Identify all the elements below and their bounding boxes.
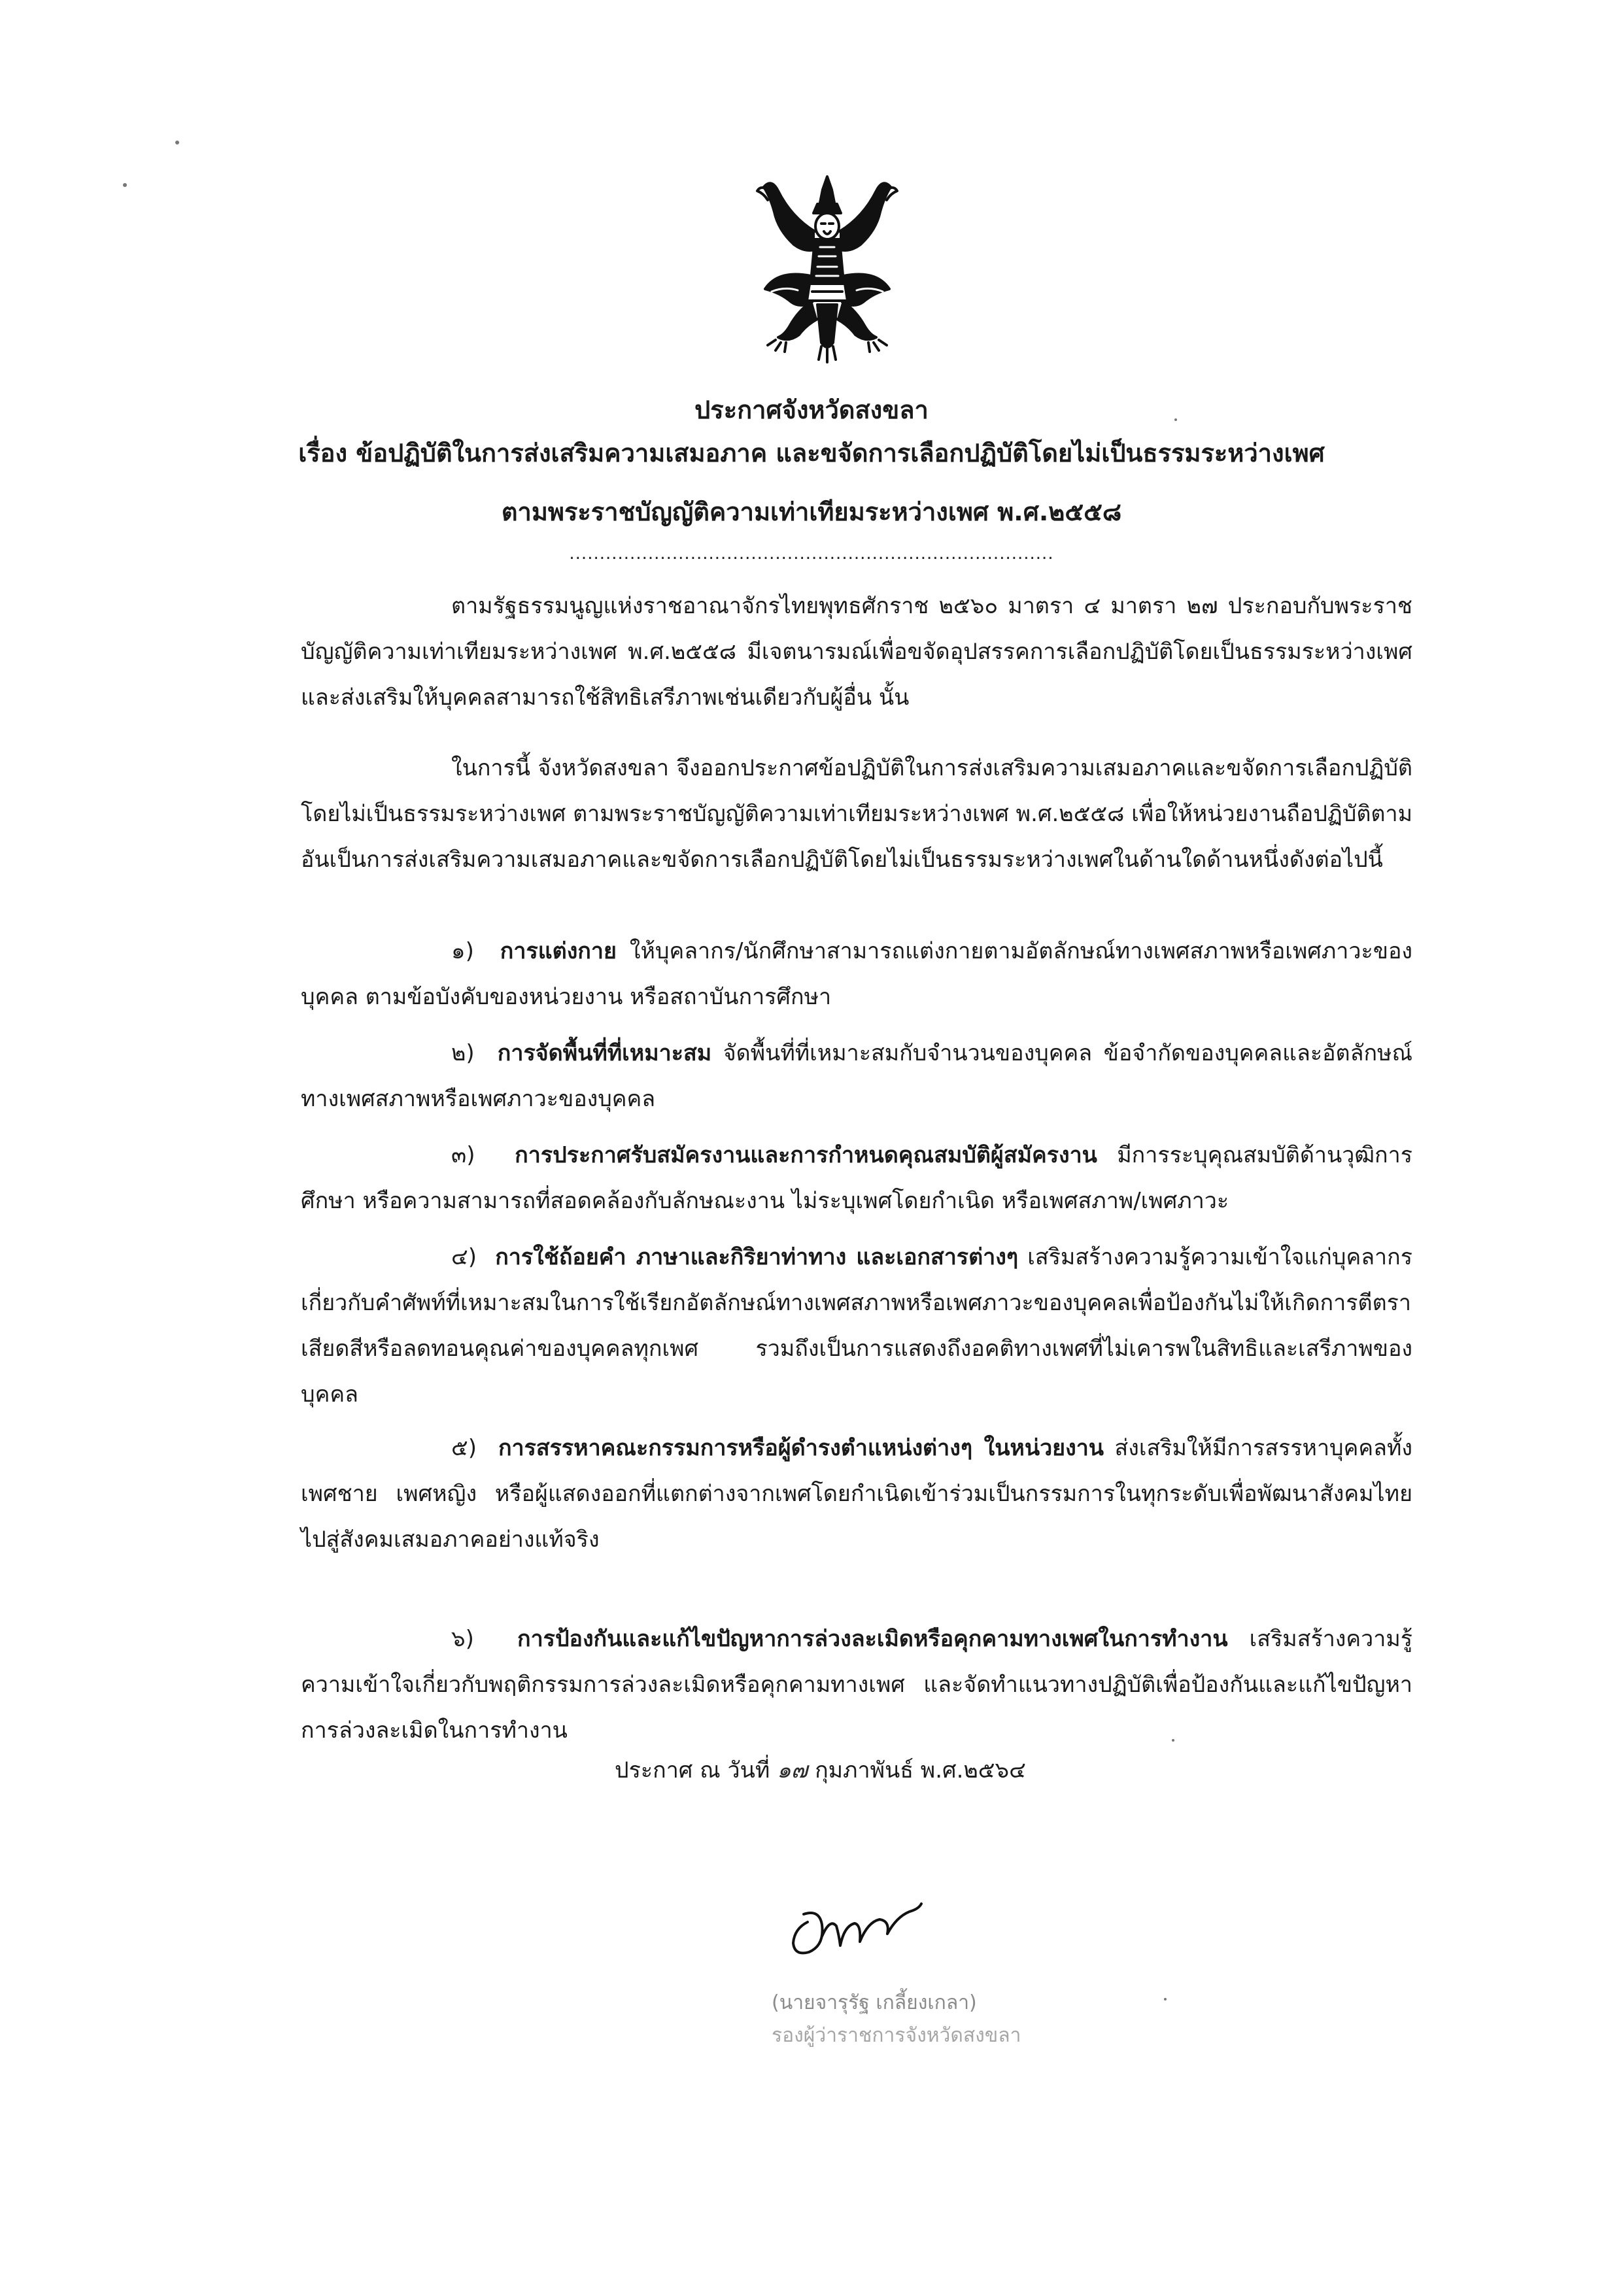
guideline-item <box>301 1234 1412 1417</box>
date-prefix: ประกาศ ณ วันที่ <box>615 1757 770 1783</box>
item-text: มีการระบุคุณสมบัติด้านวุฒิการศึกษา หรือความสามารถที่สอดคล้องกับลักษณะงาน ไม่ระบุเพศโดยกำเนิด หรือเพศสภาพ/เพศภาวะ <box>301 1142 1412 1214</box>
item-number: ๕) <box>451 1435 477 1461</box>
item-text: ส่งเสริมให้มีการสรรหาบุคคลทั้งเพศชาย เพศหญิง หรือผู้แสดงออกที่แตกต่างจากเพศโดยกำเนิดเข้าร่วมเป็นกรรมการในทุกระดับเพื่อพัฒนาสังคมไทยไปสู่สังคมเสมอภาคอย่างแท้จริง <box>301 1435 1412 1553</box>
guideline-item <box>301 928 1412 1020</box>
garuda-emblem-icon <box>752 171 902 367</box>
item-number: ๔) <box>451 1244 477 1270</box>
signature-icon <box>781 1883 932 1968</box>
item-text: ให้บุคลากร/นักศึกษาสามารถแต่งกายตามอัตลักษณ์ทางเพศสภาพหรือเพศภาวะของบุคคล ตามข้อบังคับของหน่วยงาน หรือสถาบันการศึกษา <box>301 938 1412 1010</box>
item-number: ๖) <box>451 1626 474 1652</box>
scan-speck <box>123 183 127 187</box>
intro-paragraph: ตามรัฐธรรมนูญแห่งราชอาณาจักรไทยพุทธศักราช ๒๕๖๐ มาตรา ๔ มาตรา ๒๗ ประกอบกับพระราชบัญญัติความเท่าเทียมระหว่างเพศ พ.ศ.๒๕๕๘ มีเจตนารมณ์เพื่อขจัดอุปสรรคการเลือกปฏิบัติโดยเป็นธรรมระหว่างเพศและส่งเสริมให้บุคคลสามารถใช้สิทธิเสรีภาพเช่นเดียวกับผู้อื่น นั้น <box>301 593 1412 711</box>
item-heading: การจัดพื้นที่ที่เหมาะสม <box>497 1040 712 1066</box>
item-text: เสริมสร้างความรู้ความเข้าใจแก่บุคลากร เกี่ยวกับคำศัพท์ที่เหมาะสมในการใช้เรียกอัตลักษณ์ทางเพศสภาพหรือเพศภาวะของบุคคลเพื่อป้องกันไม่ให้เกิดการตีตรา เสียดสีหรือลดทอนคุณค่าของบุคคลทุกเพศ รวมถึงเป็นการแสดงถึงอคติทางเพศที่ไม่เคารพในสิทธิและเสรีภาพของบุคคล <box>301 1244 1412 1408</box>
item-number: ๒) <box>451 1040 475 1066</box>
guideline-item <box>301 1132 1412 1224</box>
item-heading: การป้องกันและแก้ไขปัญหาการล่วงละเมิดหรือคุกคามทางเพศในการทำงาน <box>517 1626 1228 1652</box>
signer-name: (นายจารุรัฐ เกลี้ยงเกลา) <box>772 1991 977 2014</box>
item-heading: การแต่งกาย <box>500 938 617 964</box>
announcement-law-reference: ตามพระราชบัญญัติความเท่าเทียมระหว่างเพศ พ.ศ.๒๕๕๘ <box>501 498 1122 526</box>
guideline-item <box>301 1616 1412 1753</box>
item-heading: การสรรหาคณะกรรมการหรือผู้ดำรงตำแหน่งต่างๆ ในหน่วยงาน <box>498 1435 1104 1461</box>
scan-speck <box>175 141 179 144</box>
item-number: ๑) <box>451 938 474 964</box>
guideline-item <box>301 1425 1412 1562</box>
item-text: จัดพื้นที่ที่เหมาะสมกับจำนวนของบุคคล ข้อจำกัดของบุคคลและอัตลักษณ์ทางเพศสภาพหรือเพศภาวะของบุคคล <box>301 1040 1413 1112</box>
announcement-subject: เรื่อง ข้อปฏิบัติในการส่งเสริมความเสมอภาค และขจัดการเลือกปฏิบัติโดยไม่เป็นธรรมระหว่างเพศ <box>298 439 1325 467</box>
item-heading: การใช้ถ้อยคำ ภาษาและกิริยาท่าทาง และเอกสารต่างๆ <box>495 1244 1019 1270</box>
item-number: ๓) <box>451 1142 475 1168</box>
item-heading: การประกาศรับสมัครงานและการกำหนดคุณสมบัติผู้สมัครงาน <box>515 1142 1097 1168</box>
item-text: เสริมสร้างความรู้ ความเข้าใจเกี่ยวกับพฤติกรรมการล่วงละเมิดหรือคุกคามทางเพศ และจัดทำแนวทางปฏิบัติเพื่อป้องกันและแก้ไขปัญหาการล่วงละเมิดในการทำงาน <box>301 1626 1413 1744</box>
announcement-issuer: ประกาศจังหวัดสงขลา <box>694 396 929 424</box>
signer-title: รองผู้ว่าราชการจังหวัดสงขลา <box>772 2024 1021 2047</box>
dotted-divider: ................................................................................ <box>569 544 1054 564</box>
handwritten-day: ๑๗ <box>777 1757 808 1783</box>
announcement-date <box>615 1752 1026 1787</box>
guideline-item <box>301 1030 1412 1122</box>
declaration-paragraph: ในการนี้ จังหวัดสงขลา จึงออกประกาศข้อปฏิบัติในการส่งเสริมความเสมอภาคและขจัดการเลือกปฏิบัติโดยไม่เป็นธรรมระหว่างเพศ ตามพระราชบัญญัติความเท่าเทียมระหว่างเพศ พ.ศ.๒๕๕๘ เพื่อให้หน่วยงานถือปฏิบัติตาม อันเป็นการส่งเสริมความเสมอภาคและขจัดการเลือกปฏิบัติโดยไม่เป็นธรรมระหว่างเพศในด้านใดด้านหนึ่งดังต่อไปนี้ <box>301 755 1412 873</box>
scan-speck <box>1164 1998 1167 2001</box>
date-month-year: กุมภาพันธ์ พ.ศ.๒๕๖๔ <box>815 1757 1026 1783</box>
